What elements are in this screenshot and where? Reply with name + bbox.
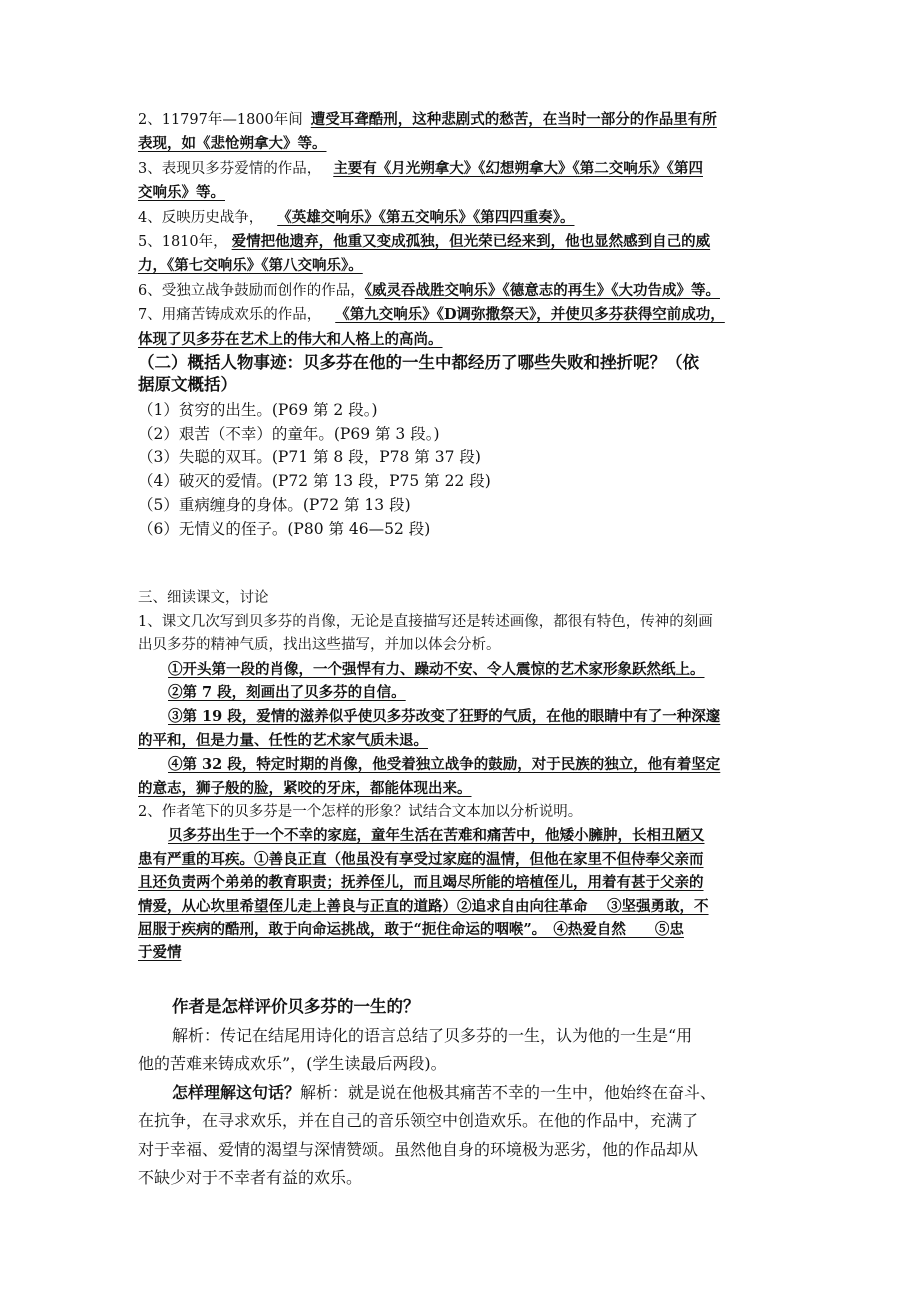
item-6-line1: 6、受独立战争鼓励而创作的作品，《威灵吞战胜交响乐》《德意志的再生》《大功告成》等。 (138, 281, 720, 299)
answer-2-line5: 屈服于疾病的酷刑，敢于向命运挑战，敢于“扼住命运的咽喉”。 ④热爱自然 ⑤忠 (138, 920, 684, 938)
item-7-line2: 体现了贝多芬在艺术上的伟大和人格上的高尚。 (138, 330, 443, 348)
analysis-1-line2: 他的苦难来铸成欢乐”，(学生读最后两段)。 (138, 1054, 447, 1074)
answer-2-line6: 于爱情 (138, 944, 182, 962)
evaluation-heading: 作者是怎样评价贝多芬的一生的？ (172, 996, 420, 1016)
section-3 (138, 587, 783, 966)
analysis-2-line1: 怎样理解这句话？解析：就是说在他极其痛苦不幸的一生中，他始终在奋斗、 (172, 1082, 717, 1102)
answer-2-line1: 贝多芬出生于一个不幸的家庭，童年生活在苦难和痛苦中，他矮小臃肿，长相丑陋又 (168, 827, 705, 845)
analysis-2-line4: 不缺少对于不幸者有益的欢乐。 (138, 1168, 363, 1188)
answer-1-line4: 的平和，但是力量、任性的艺术家气质未退。 (138, 731, 428, 749)
item-2-answer: 遭受耳聋酷刑，这种悲剧式的愁苦，在当时一部分的作品里有所 (310, 111, 717, 128)
answer-2-line2: 患有严重的耳疾。①善良正直（他虽没有享受过家庭的温情，但他在家里不但侍奉父亲而 (138, 850, 704, 868)
item-7-answer: 《第九交响乐》《D调弥撒祭天》，并使贝多芬获得空前成功， (335, 306, 725, 324)
item-3-answer: 主要有《月光朔拿大》《幻想朔拿大》《第二交响乐》《第四 (333, 159, 703, 177)
answer-1-line1: ①开头第一段的肖像，一个强悍有力、躁动不安、令人震惊的艺术家形象跃然纸上。 (168, 660, 705, 678)
section-2-heading-line1: （二）概括人物事迹：贝多芬在他的一生中都经历了哪些失败和挫折呢？（依 (138, 353, 699, 373)
section-2-heading-line2: 据原文概括） (138, 375, 237, 395)
setback-item-4: （4）破灭的爱情。(P72 第 13 段，P75 第 22 段) (138, 472, 491, 491)
item-5-line1: 5、1810年， 爱情把他遗弃，他重又变成孤独，但光荣已经来到，他也显然感到自己的威 (138, 233, 711, 251)
answer-1-line3: ③第 19 段，爱情的滋养似乎使贝多芬改变了狂野的气质，在他的眼睛中有了一种深邃 (168, 708, 721, 726)
setback-item-5: （5）重病缠身的身体。(P72 第 13 段) (138, 495, 411, 514)
item-4-answer: 《英雄交响乐》《第五交响乐》《第四四重奏》。 (277, 208, 575, 226)
section-4 (138, 992, 783, 1193)
document-page (138, 108, 783, 1193)
item-3-line1: 3、表现贝多芬爱情的作品， 主要有《月光朔拿大》《幻想朔拿大》《第二交响乐》《第四 (138, 159, 703, 177)
question-1-line1: 1、课文几次写到贝多芬的肖像，无论是直接描写还是转述画像，都很有特色，传神的刻画 (138, 613, 713, 630)
answer-1-line2: ②第 7 段，刻画出了贝多芬的自信。 (168, 683, 406, 701)
item-5-answer: 爱情把他遗弃，他重又变成孤独，但光荣已经来到，他也显然感到自己的威 (231, 233, 711, 251)
answer-2-line4: 情爱，从心坎里希望侄儿走上善良与正直的道路）②追求自由向往革命 ③坚强勇敢，不 (138, 897, 709, 915)
answer-1-line6: 的意志，狮子般的脸，紧咬的牙床，都能体现出来。 (138, 779, 472, 797)
answer-2-line3: 且还负责两个弟弟的教育职责；抚养侄儿，而且竭尽所能的培植侄儿，用着有甚于父亲的 (138, 874, 704, 892)
item-2-line1: 2、11797年—1800年间 遭受耳聋酷刑，这种悲剧式的愁苦，在当时一部分的作品里有所 (138, 111, 717, 128)
setback-item-6: （6）无情义的侄子。(P80 第 46—52 段) (138, 519, 431, 538)
analysis-2-line3: 对于幸福、爱情的渴望与深情赞颂。虽然他自身的环境极为恶劣，他的作品却从 (138, 1139, 699, 1159)
item-7-line1: 7、用痛苦铸成欢乐的作品， 《第九交响乐》《D调弥撒祭天》，并使贝多芬获得空前成功， (138, 306, 725, 324)
answer-1-line5: ④第 32 段，特定时期的肖像，他受着独立战争的鼓励，对于民族的独立，他有着坚定 (168, 756, 721, 774)
setback-item-3: （3）失聪的双耳。(P71 第 8 段，P78 第 37 段) (138, 448, 481, 467)
item-5-line2: 力，《第七交响乐》《第八交响乐》。 (138, 257, 363, 275)
section-3-title: 三、细读课文，讨论 (138, 590, 269, 607)
item-6-answer: 《威灵吞战胜交响乐》《德意志的再生》《大功告成》等。 (364, 281, 720, 299)
setback-item-2: （2）艰苦（不幸）的童年。(P69 第 3 段。) (138, 424, 440, 443)
item-4-line1: 4、反映历史战争， 《英雄交响乐》《第五交响乐》《第四四重奏》。 (138, 208, 575, 226)
analysis-1-line1: 解析：传记在结尾用诗化的语言总结了贝多芬的一生，认为他的一生是“用 (172, 1025, 693, 1045)
analysis-2-line2: 在抗争，在寻求欢乐，并在自己的音乐领空中创造欢乐。在他的作品中，充满了 (138, 1111, 699, 1131)
item-2-line2: 表现，如《悲怆朔拿大》等。 (138, 135, 327, 153)
works-list (138, 108, 783, 352)
setback-item-1: （1）贫穷的出生。(P69 第 2 段。) (138, 401, 378, 420)
section-2 (138, 352, 783, 541)
question-1-line2: 出贝多芬的精神气质，找出这些描写，并加以体会分析。 (138, 637, 501, 654)
question-2: 2、作者笔下的贝多芬是一个怎样的形象？试结合文本加以分析说明。 (138, 803, 583, 820)
item-3-line2: 交响乐》等。 (138, 184, 225, 202)
